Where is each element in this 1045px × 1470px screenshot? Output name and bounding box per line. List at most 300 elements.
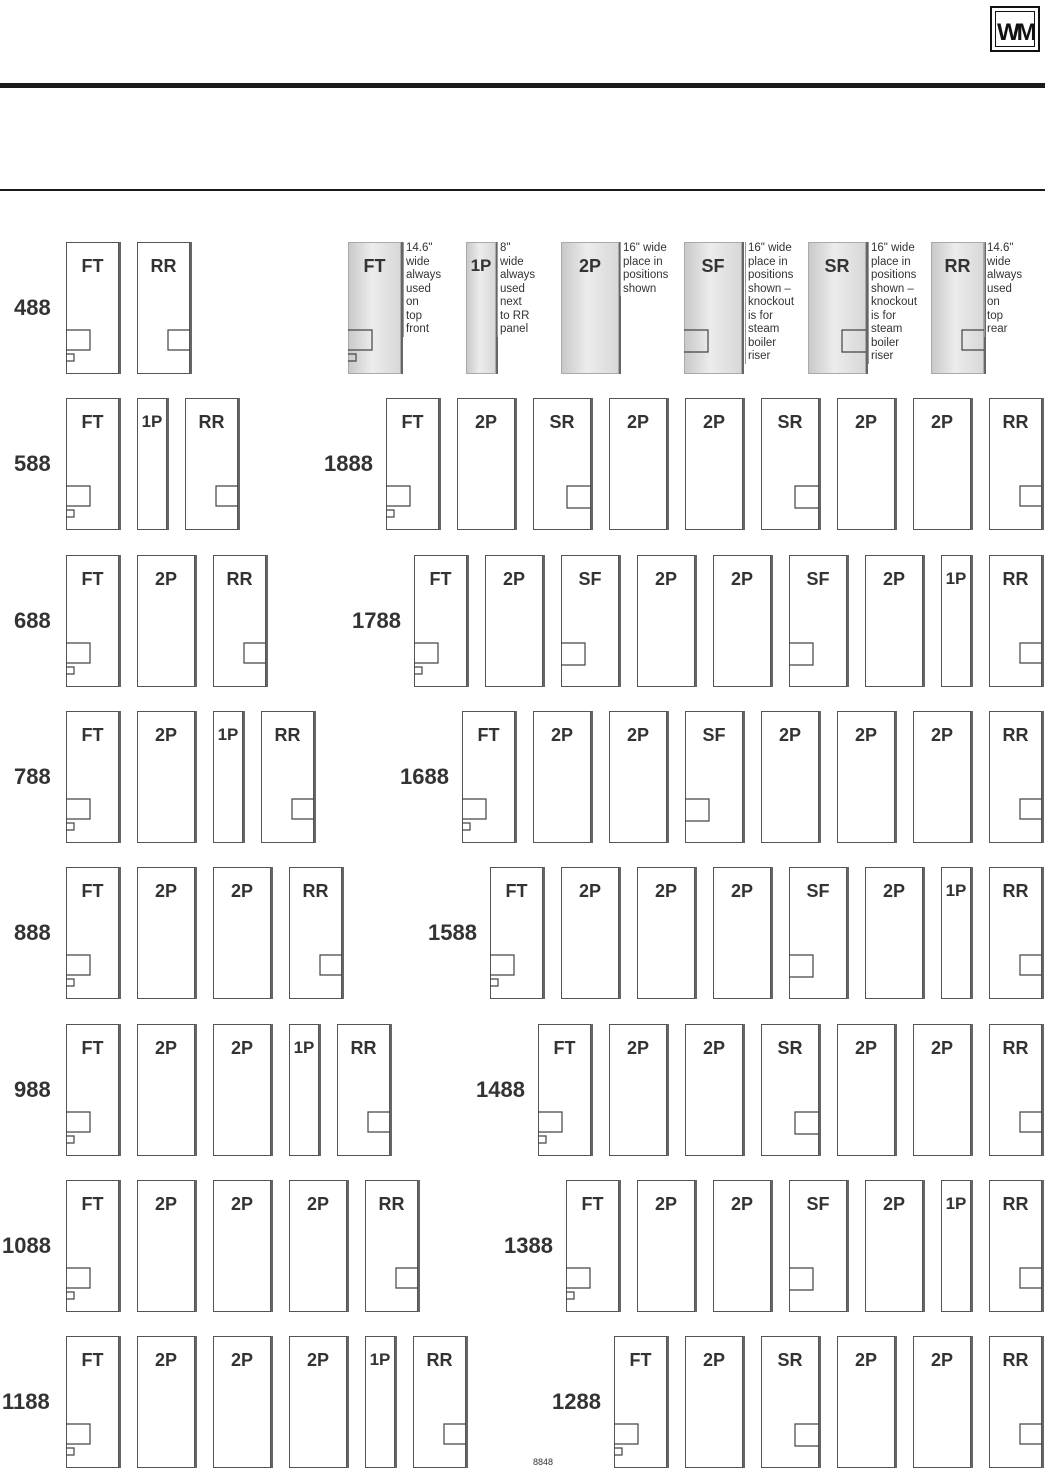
panel-edge-shadow <box>667 1336 669 1468</box>
panel-label: 2P <box>550 724 574 745</box>
panel-edge-shadow <box>971 711 973 843</box>
panel-label: 2P <box>154 568 178 589</box>
panel-rr <box>989 1180 1042 1312</box>
panel-2p <box>637 555 695 687</box>
panel-edge-shadow <box>971 1336 973 1468</box>
cutout-line <box>396 1268 418 1288</box>
boiler-model-label: 1388 <box>504 1232 553 1258</box>
panel-rr <box>337 1024 390 1156</box>
cutout-line <box>490 955 514 986</box>
panel-edge-shadow <box>119 1180 121 1312</box>
panel-label: RR <box>350 1037 377 1058</box>
cutout-line <box>962 330 984 350</box>
cutout-line <box>795 486 819 508</box>
cutout-line <box>614 1424 638 1455</box>
panel-edge-shadow <box>771 555 773 687</box>
panel-edge-shadow <box>119 867 121 999</box>
panel-rr <box>989 1024 1042 1156</box>
panel-edge-shadow <box>619 1180 621 1312</box>
panel-2p <box>213 1024 271 1156</box>
cutout-line <box>66 643 90 674</box>
panel-label: 2P <box>730 568 754 589</box>
panel-ft <box>66 1336 119 1468</box>
panel-edge-shadow <box>347 1336 349 1468</box>
panel-edge-shadow <box>195 867 197 999</box>
panel-2p <box>913 711 971 843</box>
panel-edge-shadow <box>847 1180 849 1312</box>
panel-label: SR <box>549 412 575 433</box>
panel-edge-shadow <box>195 1024 197 1156</box>
panel-label: 2P <box>578 256 602 276</box>
panel-label: FT <box>363 256 386 276</box>
panel-rr <box>261 711 314 843</box>
panel-edge-shadow <box>695 1180 697 1312</box>
panel-2p <box>609 398 667 530</box>
panel-label: 2P <box>154 1193 178 1214</box>
panel-label: RR <box>150 256 177 276</box>
panel-ft <box>66 1180 119 1312</box>
panel-label: 2P <box>230 1350 254 1371</box>
panel-edge-shadow <box>742 242 744 374</box>
panel-label: FT <box>553 1037 576 1058</box>
panel-ft <box>66 867 119 999</box>
panel-edge-shadow <box>1042 1336 1044 1468</box>
panel-label: 2P <box>702 1350 726 1371</box>
panel-2p <box>865 555 923 687</box>
panel-sf <box>684 242 742 374</box>
panel-edge-shadow <box>619 867 621 999</box>
panel-edge-shadow <box>467 555 469 687</box>
panel-label: 2P <box>930 1037 954 1058</box>
panel-ft <box>490 867 543 999</box>
cutout-line <box>566 1268 590 1299</box>
panel-2p <box>137 1180 195 1312</box>
panel-ft <box>566 1180 619 1312</box>
panel-ft <box>66 555 119 687</box>
panel-edge-shadow <box>971 1180 973 1312</box>
panel-edge-shadow <box>819 398 821 530</box>
panel-label: 2P <box>230 1193 254 1214</box>
cutout-line <box>1020 955 1042 975</box>
panel-edge-shadow <box>543 867 545 999</box>
panel-2p <box>837 1024 895 1156</box>
panel-edge-shadow <box>195 1180 197 1312</box>
cutout-line <box>414 643 438 674</box>
panel-edge-shadow <box>342 867 344 999</box>
panel-rr <box>989 398 1042 530</box>
panel-edge-shadow <box>515 398 517 530</box>
panel-edge-shadow <box>119 555 121 687</box>
panel-label: FT <box>477 724 500 745</box>
panel-edge-shadow <box>195 1336 197 1468</box>
panel-edge-shadow <box>1042 711 1044 843</box>
panel-ft <box>348 242 401 374</box>
panel-label: 1P <box>945 1193 967 1213</box>
panel-label: 2P <box>654 568 678 589</box>
cutout-line <box>66 955 90 986</box>
panel-2p <box>837 398 895 530</box>
cutout-line <box>66 486 90 517</box>
panel-2p <box>213 867 271 999</box>
panel-1p <box>941 555 971 687</box>
panel-2p <box>865 1180 923 1312</box>
panel-edge-shadow <box>743 1336 745 1468</box>
panel-edge-shadow <box>743 398 745 530</box>
panel-label: 2P <box>702 1037 726 1058</box>
panel-edge-shadow <box>271 867 273 999</box>
panel-2p <box>637 867 695 999</box>
panel-label: SR <box>777 412 803 433</box>
panel-sf <box>789 867 847 999</box>
panel-edge-shadow <box>395 1336 397 1468</box>
cutout-line <box>66 1268 90 1299</box>
panel-label: RR <box>944 256 971 276</box>
legend-description: 14.6" wide always used on top front <box>403 242 441 337</box>
panel-rr <box>931 242 984 374</box>
panel-2p <box>637 1180 695 1312</box>
panel-ft <box>66 1024 119 1156</box>
panel-2p <box>561 867 619 999</box>
panel-label: 2P <box>230 881 254 902</box>
panel-edge-shadow <box>619 555 621 687</box>
svg-text:WM: WM <box>997 19 1034 46</box>
panel-label: 2P <box>306 1350 330 1371</box>
panel-edge-shadow <box>847 555 849 687</box>
cutout-line <box>1020 1268 1042 1288</box>
panel-label: RR <box>1002 881 1029 902</box>
panel-sf <box>789 1180 847 1312</box>
panel-edge-shadow <box>923 555 925 687</box>
header-rule <box>0 83 1045 88</box>
panel-label: SF <box>578 568 602 589</box>
panel-ft <box>66 711 119 843</box>
panel-edge-shadow <box>819 711 821 843</box>
panel-edge-shadow <box>119 398 121 530</box>
boiler-model-label: 588 <box>14 451 51 477</box>
panel-1p <box>289 1024 319 1156</box>
cutout-line <box>561 643 585 665</box>
panel-edge-shadow <box>923 1180 925 1312</box>
panel-label: 2P <box>474 412 498 433</box>
panel-label: 2P <box>854 1350 878 1371</box>
panel-edge-shadow <box>847 867 849 999</box>
panel-rr <box>989 711 1042 843</box>
panel-edge-shadow <box>667 398 669 530</box>
panel-label: FT <box>401 412 424 433</box>
panel-label: 2P <box>882 568 906 589</box>
panel-label: SF <box>806 568 830 589</box>
panel-edge-shadow <box>466 1336 468 1468</box>
panel-edge-shadow <box>1042 1024 1044 1156</box>
panel-edge-shadow <box>971 1024 973 1156</box>
panel-label: 1P <box>369 1350 391 1370</box>
panel-edge-shadow <box>543 555 545 687</box>
panel-label: FT <box>81 1193 104 1214</box>
panel-rr <box>413 1336 466 1468</box>
panel-edge-shadow <box>195 711 197 843</box>
panel-ft <box>66 242 119 374</box>
panel-edge-shadow <box>743 711 745 843</box>
panel-label: FT <box>81 724 104 745</box>
cutout-line <box>538 1112 562 1143</box>
panel-2p <box>485 555 543 687</box>
panel-label: RR <box>1002 412 1029 433</box>
panel-2p <box>609 711 667 843</box>
panel-sr <box>761 1336 819 1468</box>
panel-label: 2P <box>154 1350 178 1371</box>
panel-edge-shadow <box>1042 398 1044 530</box>
panel-label: 2P <box>702 412 726 433</box>
panel-2p <box>713 555 771 687</box>
panel-label: 2P <box>930 1350 954 1371</box>
panel-edge-shadow <box>667 1024 669 1156</box>
panel-label: FT <box>429 568 452 589</box>
panel-edge-shadow <box>439 398 441 530</box>
panel-edge-shadow <box>591 1024 593 1156</box>
cutout-line <box>567 486 591 508</box>
cutout-line <box>789 955 813 977</box>
panel-edge-shadow <box>271 1336 273 1468</box>
panel-edge-shadow <box>347 1180 349 1312</box>
panel-2p <box>761 711 819 843</box>
panel-label: 2P <box>730 881 754 902</box>
boiler-model-label: 888 <box>14 920 51 946</box>
panel-2p <box>213 1336 271 1468</box>
panel-edge-shadow <box>695 867 697 999</box>
cutout-line <box>789 643 813 665</box>
panel-label: 2P <box>626 412 650 433</box>
legend-description: 14.6" wide always used on top rear <box>984 242 1022 337</box>
panel-label: SF <box>806 1193 830 1214</box>
panel-edge-shadow <box>119 242 121 374</box>
panel-label: RR <box>378 1193 405 1214</box>
panel-edge-shadow <box>819 1024 821 1156</box>
boiler-model-label: 1688 <box>400 763 449 789</box>
cutout-line <box>292 799 314 819</box>
panel-label: RR <box>302 881 329 902</box>
panel-2p <box>137 711 195 843</box>
panel-edge-shadow <box>119 711 121 843</box>
panel-label: FT <box>505 881 528 902</box>
panel-1p <box>365 1336 395 1468</box>
panel-2p <box>913 1024 971 1156</box>
panel-edge-shadow <box>895 1024 897 1156</box>
boiler-model-label: 1588 <box>428 920 477 946</box>
panel-sf <box>561 555 619 687</box>
panel-1p <box>213 711 243 843</box>
panel-label: 2P <box>654 881 678 902</box>
cutout-line <box>320 955 342 975</box>
cutout-line <box>66 330 90 361</box>
boiler-model-label: 688 <box>14 607 51 633</box>
panel-label: RR <box>274 724 301 745</box>
panel-label: 1P <box>470 256 492 275</box>
panel-1p <box>941 1180 971 1312</box>
panel-edge-shadow <box>314 711 316 843</box>
panel-label: 2P <box>626 724 650 745</box>
cutout-line <box>348 330 372 361</box>
panel-label: SR <box>777 1037 803 1058</box>
panel-label: 2P <box>306 1193 330 1214</box>
panel-label: 2P <box>230 1037 254 1058</box>
panel-1p <box>137 398 167 530</box>
panel-ft <box>538 1024 591 1156</box>
cutout-line <box>1020 486 1042 506</box>
panel-label: 2P <box>930 724 954 745</box>
panel-label: 2P <box>578 881 602 902</box>
panel-rr <box>989 555 1042 687</box>
panel-edge-shadow <box>167 398 169 530</box>
panel-label: FT <box>629 1350 652 1371</box>
panel-edge-shadow <box>271 1024 273 1156</box>
panel-2p <box>561 242 619 374</box>
panel-label: FT <box>81 1350 104 1371</box>
panel-label: 2P <box>154 881 178 902</box>
panel-sr <box>761 398 819 530</box>
panel-label: SF <box>702 724 726 745</box>
panel-label: 1P <box>945 568 967 588</box>
panel-edge-shadow <box>1042 867 1044 999</box>
panel-sf <box>685 711 743 843</box>
cutout-line <box>444 1424 466 1444</box>
boiler-model-label: 488 <box>14 295 51 320</box>
panel-edge-shadow <box>819 1336 821 1468</box>
cutout-line <box>66 1424 90 1455</box>
panel-edge-shadow <box>1042 555 1044 687</box>
panel-label: 2P <box>502 568 526 589</box>
panel-2p <box>713 867 771 999</box>
panel-edge-shadow <box>591 398 593 530</box>
cutout-line <box>1020 643 1042 663</box>
panel-rr <box>989 867 1042 999</box>
subheader-rule <box>0 189 1045 191</box>
panel-sr <box>533 398 591 530</box>
panel-label: FT <box>81 881 104 902</box>
panel-label: RR <box>198 412 225 433</box>
cutout-line <box>684 330 708 352</box>
panel-edge-shadow <box>667 711 669 843</box>
panel-2p <box>713 1180 771 1312</box>
panel-edge-shadow <box>271 1180 273 1312</box>
panel-edge-shadow <box>971 867 973 999</box>
panel-2p <box>289 1336 347 1468</box>
panel-label: 2P <box>654 1193 678 1214</box>
panel-label: RR <box>1002 1037 1029 1058</box>
panel-edge-shadow <box>195 555 197 687</box>
panel-2p <box>865 867 923 999</box>
panel-2p <box>685 1024 743 1156</box>
panel-label: 2P <box>854 1037 878 1058</box>
panel-edge-shadow <box>515 711 517 843</box>
panel-2p <box>457 398 515 530</box>
cutout-line <box>66 799 90 830</box>
cutout-line <box>216 486 238 506</box>
panel-edge-shadow <box>390 1024 392 1156</box>
panel-edge-shadow <box>895 711 897 843</box>
panel-edge-shadow <box>119 1336 121 1468</box>
panel-label: SF <box>701 256 725 276</box>
panel-1p <box>466 242 496 374</box>
weil-mclain-logo <box>990 6 1040 52</box>
panel-rr <box>185 398 238 530</box>
panel-edge-shadow <box>695 555 697 687</box>
cutout-line <box>244 643 266 663</box>
boiler-model-label: 988 <box>14 1076 51 1102</box>
panel-edge-shadow <box>971 555 973 687</box>
panel-sr <box>761 1024 819 1156</box>
panel-rr <box>289 867 342 999</box>
panel-2p <box>137 1336 195 1468</box>
panel-2p <box>837 711 895 843</box>
cutout-line <box>1020 1424 1042 1444</box>
panel-label: FT <box>81 256 104 276</box>
panel-sr <box>808 242 866 374</box>
panel-ft <box>66 398 119 530</box>
panel-rr <box>213 555 266 687</box>
panel-edge-shadow <box>895 1336 897 1468</box>
panel-ft <box>462 711 515 843</box>
panel-ft <box>414 555 467 687</box>
panel-label: RR <box>1002 1193 1029 1214</box>
panel-edge-shadow <box>266 555 268 687</box>
panel-edge-shadow <box>895 398 897 530</box>
panel-edge-shadow <box>591 711 593 843</box>
legend-description: 8" wide always used next to RR panel <box>497 242 535 337</box>
panel-2p <box>609 1024 667 1156</box>
legend-description: 16" wide place in positions shown <box>620 242 668 296</box>
panel-label: RR <box>226 568 253 589</box>
panel-label: RR <box>1002 724 1029 745</box>
legend-description: 16" wide place in positions shown – knockout is for steam boiler riser <box>745 242 794 364</box>
panel-label: RR <box>426 1350 453 1371</box>
cutout-line <box>368 1112 390 1132</box>
panel-label: RR <box>1002 1350 1029 1371</box>
boiler-model-label: 1088 <box>2 1232 51 1258</box>
panel-label: FT <box>81 1037 104 1058</box>
panel-label: 2P <box>626 1037 650 1058</box>
panel-label: 2P <box>930 412 954 433</box>
panel-label: 1P <box>141 412 163 432</box>
panel-label: 1P <box>293 1037 315 1057</box>
panel-2p <box>685 398 743 530</box>
panel-edge-shadow <box>238 398 240 530</box>
panel-label: SR <box>824 256 850 276</box>
cutout-line <box>1020 1112 1042 1132</box>
panel-label: 2P <box>154 1037 178 1058</box>
panel-sf <box>789 555 847 687</box>
panel-edge-shadow <box>771 1180 773 1312</box>
panel-label: 2P <box>882 1193 906 1214</box>
panel-2p <box>533 711 591 843</box>
boiler-model-label: 1788 <box>352 607 401 633</box>
panel-edge-shadow <box>319 1024 321 1156</box>
panel-ft <box>386 398 439 530</box>
panel-2p <box>685 1336 743 1468</box>
panel-2p <box>137 555 195 687</box>
panel-edge-shadow <box>923 867 925 999</box>
panel-label: 1P <box>945 881 967 901</box>
panel-label: 2P <box>854 724 878 745</box>
cutout-line <box>168 330 190 350</box>
panel-label: 2P <box>778 724 802 745</box>
panel-ft <box>614 1336 667 1468</box>
panel-label: FT <box>81 412 104 433</box>
wm-logo-mark <box>996 14 1036 46</box>
panel-edge-shadow <box>1042 1180 1044 1312</box>
cutout-line <box>795 1424 819 1446</box>
panel-label: 2P <box>882 881 906 902</box>
panel-label: SF <box>806 881 830 902</box>
